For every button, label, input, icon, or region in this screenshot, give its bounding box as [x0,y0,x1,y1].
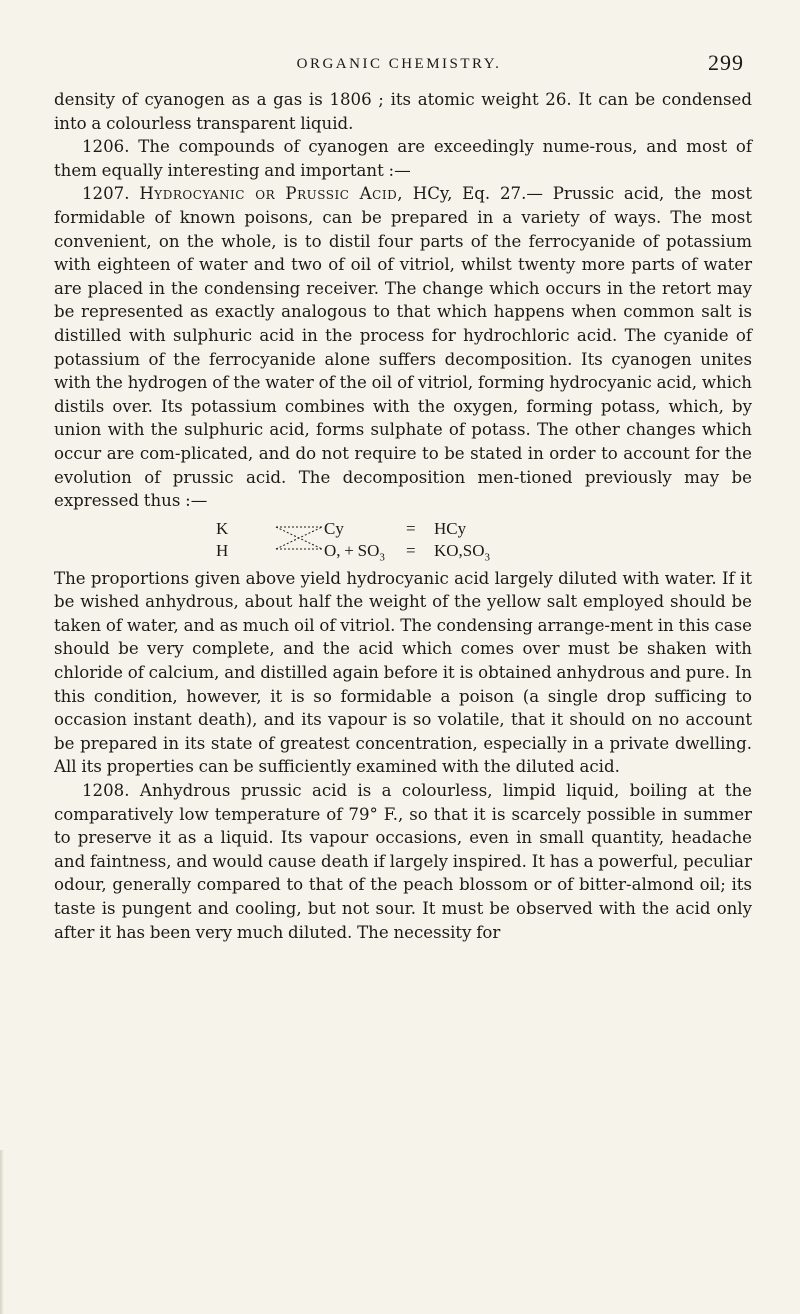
decomposition-equation [54,517,752,564]
paragraph-1207-text: HCy, Eq. 27.— Prussic acid, the most formidable of known poisons, can be prepared in a variety of ways. The most convenient, on the whole, is to distil four parts of the ferrocyanide of potassium with eighteen of water and two of oil of vitriol, whilst twenty more parts of water are placed in the condensing receiver. The change which occurs in the retort may be represented as exactly analogous to that which happens when common salt is distilled with sulphuric acid in the process for hydrochloric acid. The cyanide of potassium of the ferrocyanide alone suffers decomposition. Its cyanogen unites with the hydrogen of the water of the oil of vitriol, forming hydrocyanic acid, which distils over. Its potassium combines with the oxygen, forming potass, which, by union with the sulphuric acid, forms sulphate of potass. The other changes which occur are com-plicated, and do not require to be stated in order to account for the evolution of prussic acid. The decomposition men-tioned previously may be expressed thus :— [54,184,752,511]
paragraph-1208 [54,779,752,944]
section-number: 1207. [82,184,130,204]
page-number: 299 [708,50,744,75]
equation-row-2 [54,539,752,564]
running-title: ORGANIC CHEMISTRY. [296,56,502,72]
paragraph-1208-text: 1208. Anhydrous prussic acid is a colourless, limpid liquid, boiling at the comparatively low temperature of 79° F., so that it is scarcely possible in summer to preserve it as a liquid. Its vapour occasions, even in small quantity, headache and faintness, and would cause death if largely inspired. It has a powerful, peculiar odour, generally compared to that of the peach blossom or of bitter-almond oil; its taste is pungent and cooling, but not sour. It must be observed with the acid only after it has been very much diluted. The necessity for [54,781,752,942]
paragraph-1207 [54,182,752,512]
eq-row1-left: K [216,518,229,538]
eq-row2-left: H [216,540,229,560]
paragraph-1206-text: 1206. The compounds of cyanogen are exceedingly nume-rous, and most of them equally interesting and important :— [54,137,752,180]
eq-row1-equals: = [406,518,416,538]
eq-row2-equals: = [406,540,416,560]
eq-row2-right-sub: 3 [484,551,491,564]
body-text [54,88,752,944]
eq-row2-right-text: KO,SO [434,540,485,560]
paragraph-proportions: The proportions given above yield hydrocyanic acid largely diluted with water. If it be wished anhydrous, about half the weight of the yellow salt employed should be taken of water, and as much oil of vitriol. The condensing arrange-ment in this case should be very complete, and the acid which comes over must be shaken with chloride of calcium, and distilled again before it is obtained anhydrous and pure. In this condition, however, it is so formidable a poison (a single drop sufficing to occasion instant death), and its vapour is so volatile, that it should on no account be prepared in its state of greatest concentration, especially in a private dwelling. All its properties can be sufficiently examined with the diluted acid. [54,568,752,777]
eq-row2-right [434,539,490,570]
eq-row2-mid-text: O, + SO [324,540,380,560]
eq-row1-mid: Cy [324,518,344,538]
eq-row2-mid [324,539,385,570]
eq-row2-mid-sub: 3 [379,551,385,564]
running-header [54,48,744,78]
page-edge-shadow [0,1150,4,1314]
paragraph-continuation: density of cyanogen as a gas is 1806 ; its atomic weight 26. It can be condensed into a colourless transparent liquid. [54,90,752,133]
paragraph-1206 [54,135,752,182]
section-heading: Hydrocyanic or Prussic Acid, [139,184,403,204]
eq-row1-right: HCy [434,518,467,538]
equation-row-1 [54,517,752,537]
